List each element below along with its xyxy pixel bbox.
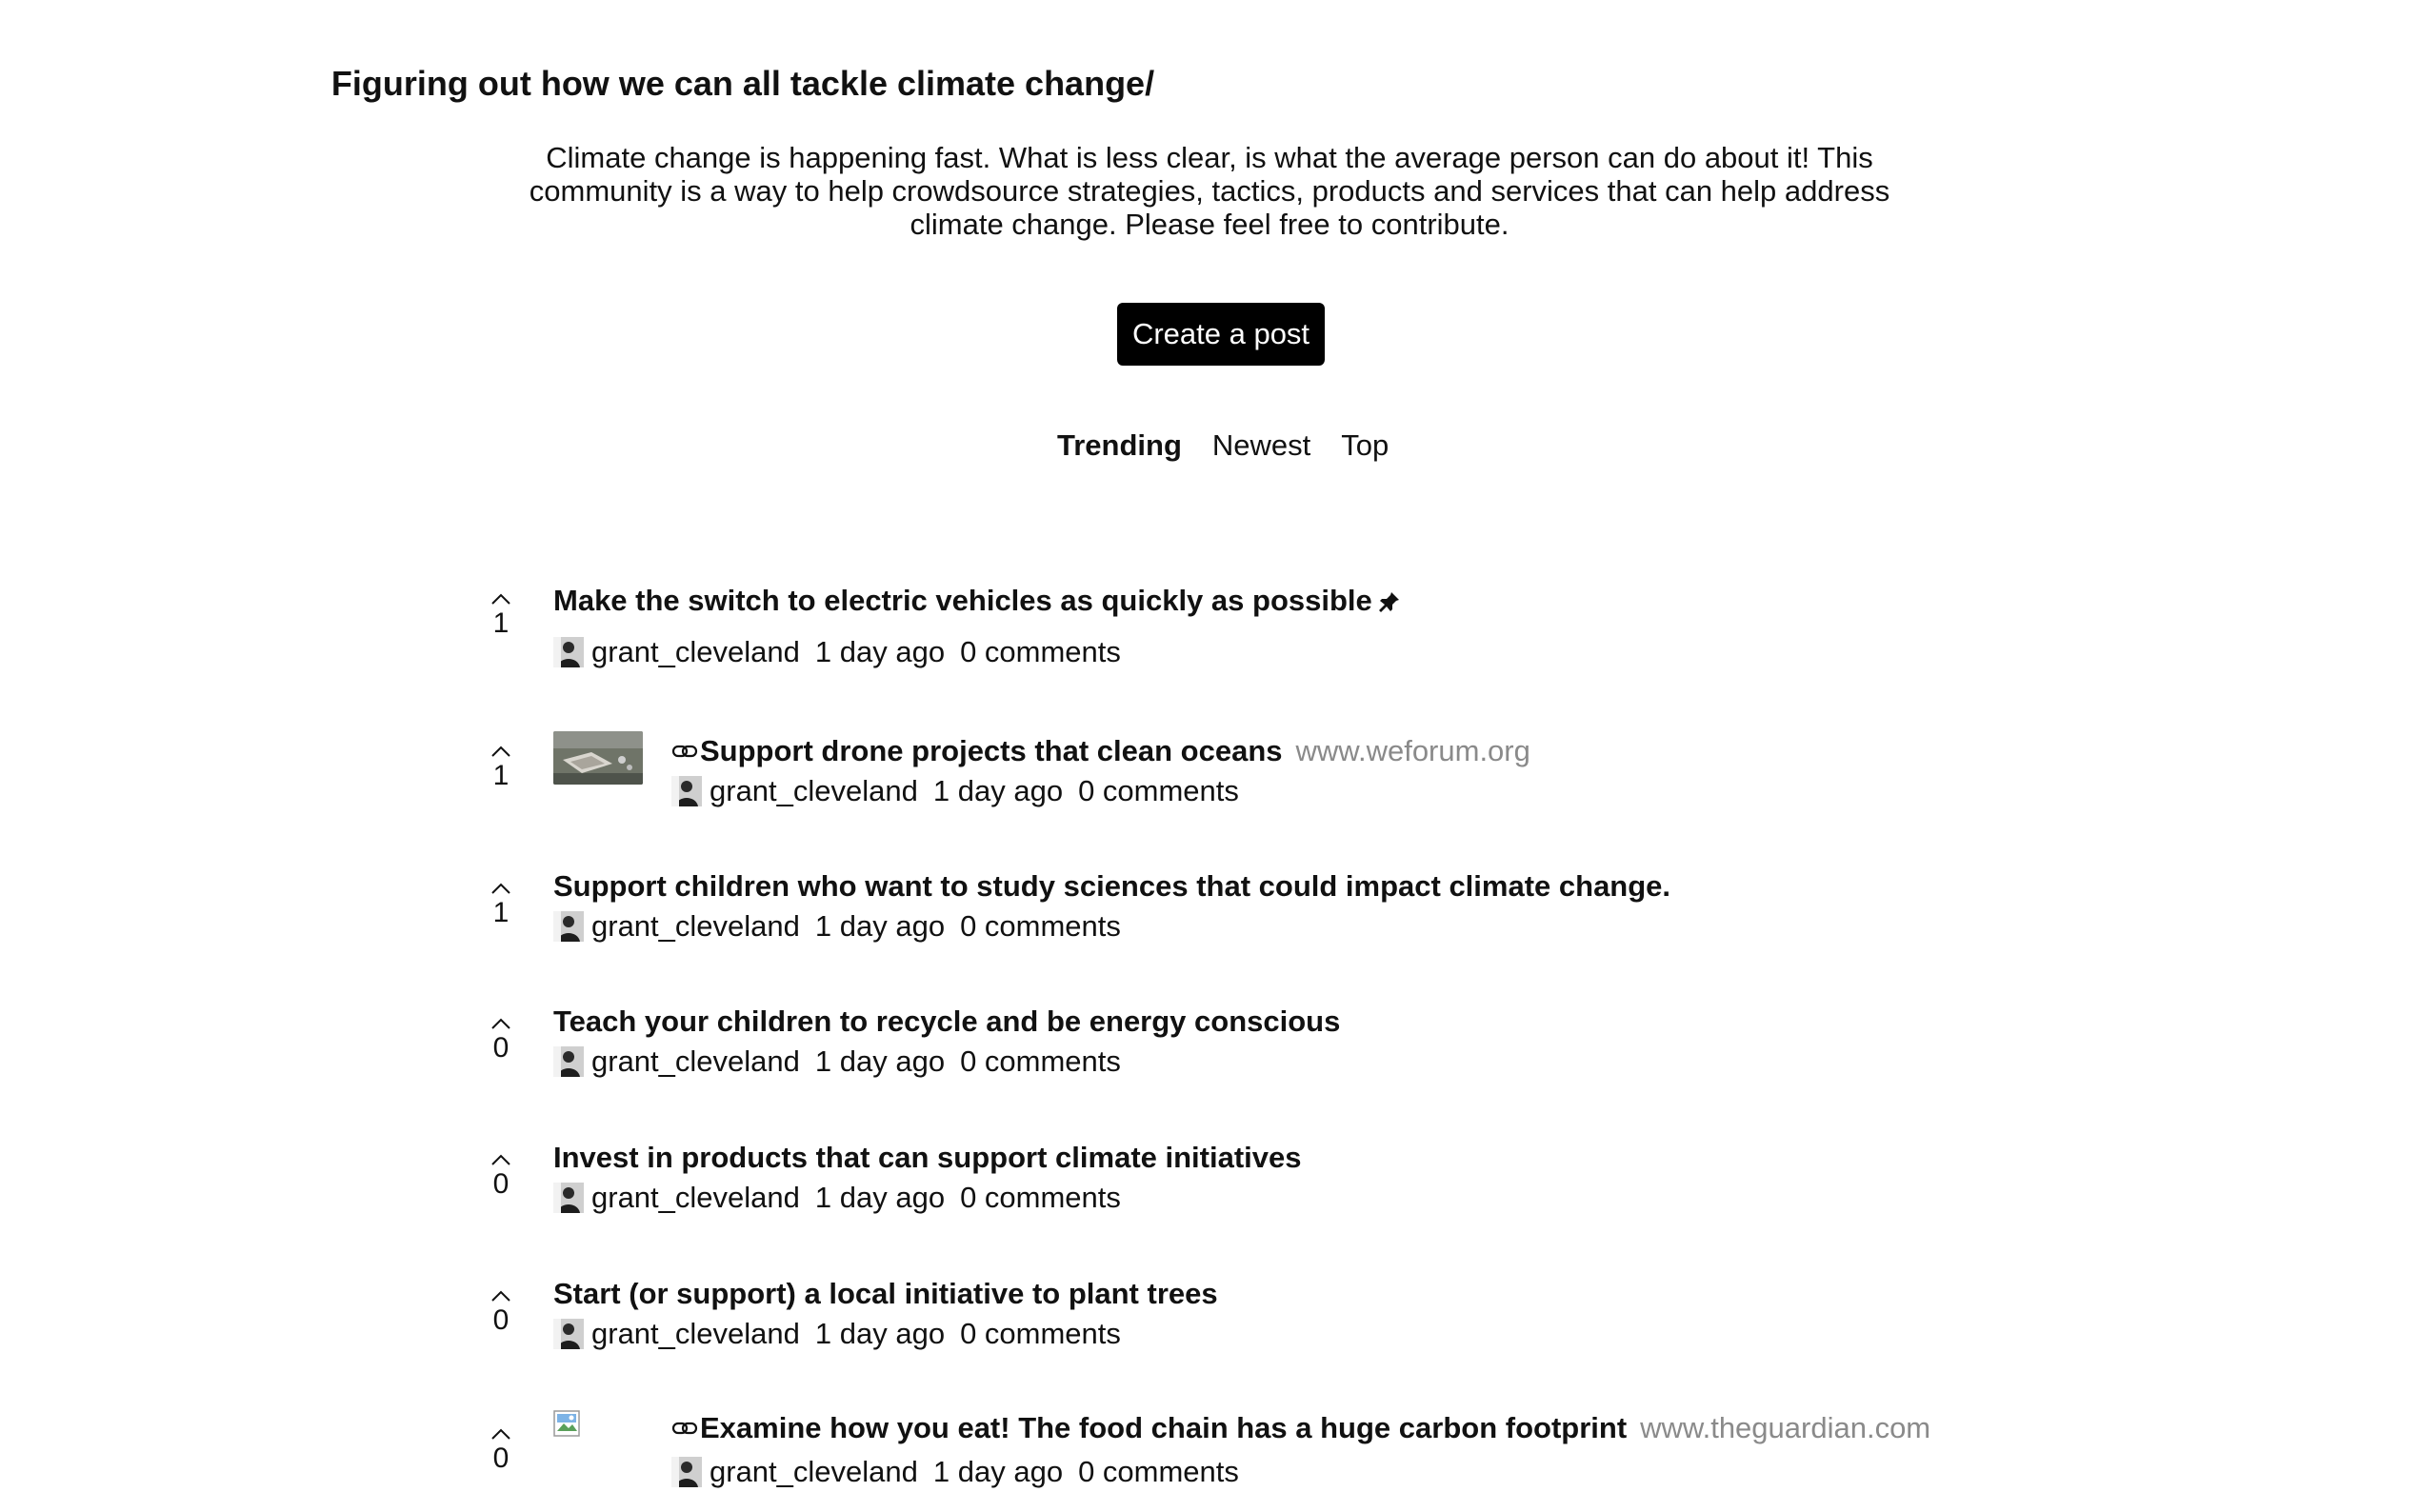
post-title-text[interactable]: Teach your children to recycle and be energy conscious bbox=[553, 1005, 1341, 1038]
community-description: Climate change is happening fast. What is less clear, is what the average person can do about it! This community is a way to help crowdsource strategies, tactics, products and services that can help address climate change. Please feel free to contribute. bbox=[529, 141, 1890, 241]
chevron-up-icon[interactable] bbox=[490, 592, 511, 606]
post-author[interactable]: grant_cleveland bbox=[591, 635, 800, 668]
post-author[interactable]: grant_cleveland bbox=[591, 1044, 800, 1078]
vote-control bbox=[476, 745, 526, 792]
avatar[interactable] bbox=[671, 1457, 702, 1487]
post-comments-link[interactable]: 0 comments bbox=[960, 1317, 1121, 1350]
post-title-text[interactable]: Invest in products that can support climate initiatives bbox=[553, 1141, 1302, 1174]
post-title-text[interactable]: Start (or support) a local initiative to plant trees bbox=[553, 1277, 1218, 1310]
post-title[interactable] bbox=[553, 583, 1401, 619]
post-comments-link[interactable]: 0 comments bbox=[1078, 1455, 1239, 1488]
vote-count: 1 bbox=[492, 760, 510, 791]
post-comments-link[interactable]: 0 comments bbox=[960, 909, 1121, 943]
post-item bbox=[476, 868, 2095, 954]
vote-count: 0 bbox=[492, 1168, 510, 1200]
post-title-text[interactable]: Make the switch to electric vehicles as quickly as possible bbox=[553, 584, 1372, 617]
post-thumbnail[interactable] bbox=[553, 731, 643, 785]
vote-count: 0 bbox=[492, 1032, 510, 1064]
post-domain[interactable]: www.weforum.org bbox=[1295, 734, 1530, 767]
avatar[interactable] bbox=[553, 1046, 584, 1077]
post-item bbox=[476, 1276, 2095, 1362]
post-item bbox=[476, 1410, 2095, 1505]
post-title[interactable] bbox=[553, 1004, 1340, 1040]
chevron-up-icon[interactable] bbox=[490, 1017, 511, 1030]
tab-newest[interactable]: Newest bbox=[1211, 428, 1311, 462]
post-time: 1 day ago bbox=[814, 1044, 946, 1078]
post-title[interactable] bbox=[553, 868, 1670, 905]
chevron-up-icon[interactable] bbox=[490, 1427, 511, 1441]
vote-count: 1 bbox=[492, 897, 510, 928]
post-item bbox=[476, 1004, 2095, 1089]
post-title-text[interactable]: Support children who want to study sciences that could impact climate change. bbox=[553, 869, 1671, 903]
chevron-up-icon[interactable] bbox=[490, 882, 511, 895]
post-time: 1 day ago bbox=[932, 774, 1064, 807]
create-post-button[interactable]: Create a post bbox=[1117, 303, 1325, 366]
post-comments-link[interactable]: 0 comments bbox=[1078, 774, 1239, 807]
chevron-up-icon[interactable] bbox=[490, 1153, 511, 1166]
avatar[interactable] bbox=[553, 637, 584, 667]
vote-control bbox=[476, 1153, 526, 1201]
post-author[interactable]: grant_cleveland bbox=[591, 1181, 800, 1214]
post-title[interactable] bbox=[553, 1276, 1218, 1312]
vote-control bbox=[476, 1017, 526, 1064]
vote-count: 0 bbox=[492, 1442, 510, 1474]
tab-top[interactable]: Top bbox=[1341, 428, 1389, 462]
chevron-up-icon[interactable] bbox=[490, 1289, 511, 1303]
post-time: 1 day ago bbox=[814, 1317, 946, 1350]
vote-control bbox=[476, 1289, 526, 1337]
post-title[interactable] bbox=[671, 1410, 1930, 1446]
pin-icon bbox=[1378, 590, 1401, 613]
post-author[interactable]: grant_cleveland bbox=[710, 1455, 918, 1488]
post-time: 1 day ago bbox=[814, 909, 946, 943]
post-domain[interactable]: www.theguardian.com bbox=[1640, 1411, 1931, 1444]
page-title: Figuring out how we can all tackle climate change/ bbox=[330, 64, 1155, 103]
avatar[interactable] bbox=[553, 1319, 584, 1349]
avatar[interactable] bbox=[553, 911, 584, 942]
tab-trending[interactable]: Trending bbox=[1057, 428, 1182, 462]
avatar[interactable] bbox=[671, 776, 702, 806]
vote-count: 1 bbox=[492, 607, 510, 639]
vote-control bbox=[476, 882, 526, 929]
post-author[interactable]: grant_cleveland bbox=[591, 909, 800, 943]
post-comments-link[interactable]: 0 comments bbox=[960, 635, 1121, 668]
post-title[interactable] bbox=[553, 1140, 1302, 1176]
post-title-text[interactable]: Support drone projects that clean oceans bbox=[700, 734, 1283, 767]
post-title[interactable] bbox=[671, 733, 1530, 769]
chevron-up-icon[interactable] bbox=[490, 745, 511, 758]
sort-tabs bbox=[1057, 427, 1389, 465]
post-title-text[interactable]: Examine how you eat! The food chain has a huge carbon footprint bbox=[700, 1411, 1628, 1444]
post-time: 1 day ago bbox=[814, 1181, 946, 1214]
post-item bbox=[476, 1140, 2095, 1225]
post-item bbox=[476, 583, 2095, 687]
link-icon bbox=[671, 744, 698, 759]
vote-control bbox=[476, 1427, 526, 1475]
vote-count: 0 bbox=[492, 1304, 510, 1336]
post-time: 1 day ago bbox=[932, 1455, 1064, 1488]
broken-image-icon[interactable] bbox=[553, 1410, 584, 1439]
post-author[interactable]: grant_cleveland bbox=[710, 774, 918, 807]
vote-control bbox=[476, 592, 526, 640]
post-item bbox=[476, 731, 2095, 817]
post-comments-link[interactable]: 0 comments bbox=[960, 1044, 1121, 1078]
post-time: 1 day ago bbox=[814, 635, 946, 668]
avatar[interactable] bbox=[553, 1183, 584, 1213]
post-comments-link[interactable]: 0 comments bbox=[960, 1181, 1121, 1214]
link-icon bbox=[671, 1421, 698, 1436]
post-author[interactable]: grant_cleveland bbox=[591, 1317, 800, 1350]
